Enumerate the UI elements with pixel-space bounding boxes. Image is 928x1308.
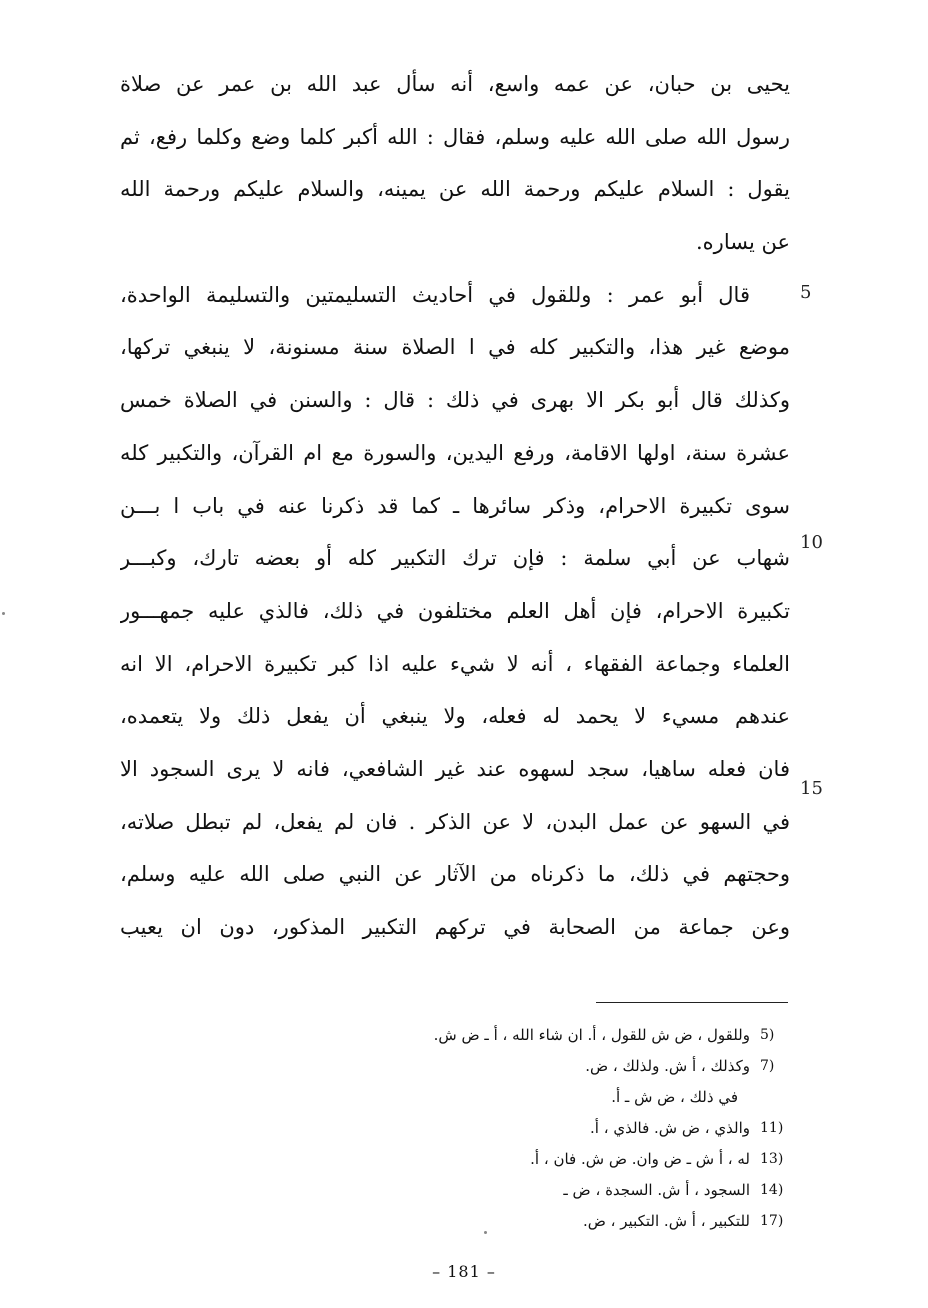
footnote-text: له ، أ ش ـ ض وان. ض ش. فان ، أ. [530, 1150, 750, 1168]
footnote-text: والذي ، ض ش. فالذي ، أ. [590, 1119, 750, 1137]
text-line-11: تكبيرة الاحرام، فإن أهل العلم مختلفون في ذلك، فالذي عليه جمهـــور [120, 598, 790, 623]
text-line-1: يحيى بن حبان، عن عمه واسع، أنه سأل عبد الله بن عمر عن صلاة [120, 72, 790, 96]
text-line-8: عشرة سنة، اولها الاقامة، ورفع اليدين، والسورة مع ام القرآن، والتكبير كله [120, 440, 790, 465]
line-number-5: 5 [800, 282, 812, 303]
text-line-15: في السهو عن عمل البدن، لا عن الذكر . فان لم يفعل، لم تبطل صلاته، [120, 809, 790, 834]
footnote-number: 11) [760, 1120, 784, 1136]
footnote-number: 7) [760, 1058, 775, 1074]
text-line-17: وعن جماعة من الصحابة في تركهم التكبير المذكور، دون ان يعيب [120, 915, 790, 939]
footnote [360, 1113, 790, 1144]
footnote [360, 1144, 790, 1175]
text-line-9: سوى تكبيرة الاحرام، وذكر سائرها ـ كما قد ذكرنا عنه في باب ا بـــن [120, 493, 790, 518]
text-line-2: رسول الله صلى الله عليه وسلم، فقال : الله أكبر كلما وضع وكلما رفع، ثم [120, 124, 790, 149]
line-number-10: 10 [800, 532, 823, 553]
footnote-text: وللقول ، ض ش للقول ، أ. ان شاء الله ، أ ـ ض ش. [433, 1026, 750, 1044]
footnote-number: 5) [760, 1027, 775, 1043]
text-line-6: موضع غير هذا، والتكبير كله في ا الصلاة سنة مسنونة، لا ينبغي تركها، [120, 335, 790, 360]
footnote [360, 1020, 790, 1051]
page-number: – 181 – [432, 1262, 496, 1281]
footnote-number: 13) [760, 1151, 784, 1167]
text-line-14: فان فعله ساهيا، سجد لسهوه عند غير الشافعي، فانه لا يرى السجود الا [120, 756, 790, 781]
footnote-number: 17) [760, 1213, 784, 1229]
footnotes [360, 1020, 790, 1237]
footnote-text: السجود ، أ ش. السجدة ، ض ـ [563, 1181, 750, 1199]
footnote-text: للتكبير ، أ ش. التكبير ، ض. [583, 1212, 750, 1230]
text-line-12: العلماء وجماعة الفقهاء ، أنه لا شيء عليه اذا كبر تكبيرة الاحرام، الا انه [120, 651, 790, 676]
footnote-text: وكذلك ، أ ش. ولذلك ، ض. [585, 1057, 750, 1075]
text-line-16: وحجتهم في ذلك، ما ذكرناه من الآثار عن النبي صلى الله عليه وسلم، [120, 862, 790, 887]
footnote [360, 1051, 790, 1082]
text-line-7: وكذلك قال أبو بكر الا بهرى في ذلك : قال : والسنن في الصلاة خمس [120, 388, 790, 413]
footnote [360, 1082, 790, 1113]
text-line-5: قال أبو عمر : وللقول في أحاديث التسليمتين والتسليمة الواحدة، [120, 282, 750, 307]
footnote-number: 14) [760, 1182, 784, 1198]
text-line-3: يقول : السلام عليكم ورحمة الله عن يمينه، والسلام عليكم ورحمة الله [120, 177, 790, 202]
footnote [360, 1206, 790, 1237]
scan-speck [484, 1231, 487, 1234]
scan-speck [2, 612, 5, 615]
line-number-15: 15 [800, 778, 823, 799]
text-line-4: عن يساره. [696, 230, 790, 255]
text-line-13: عندهم مسيء لا يحمد له فعله، ولا ينبغي أن يفعل ذلك ولا يتعمده، [120, 704, 790, 729]
main-text-block [120, 58, 790, 954]
footnote [360, 1175, 790, 1206]
text-line-10: شهاب عن أبي سلمة : فإن ترك التكبير كله أو بعضه تارك، وكبـــر [120, 546, 790, 571]
footnote-separator [596, 1002, 788, 1003]
footnote-text: في ذلك ، ض ش ـ أ. [611, 1088, 738, 1106]
